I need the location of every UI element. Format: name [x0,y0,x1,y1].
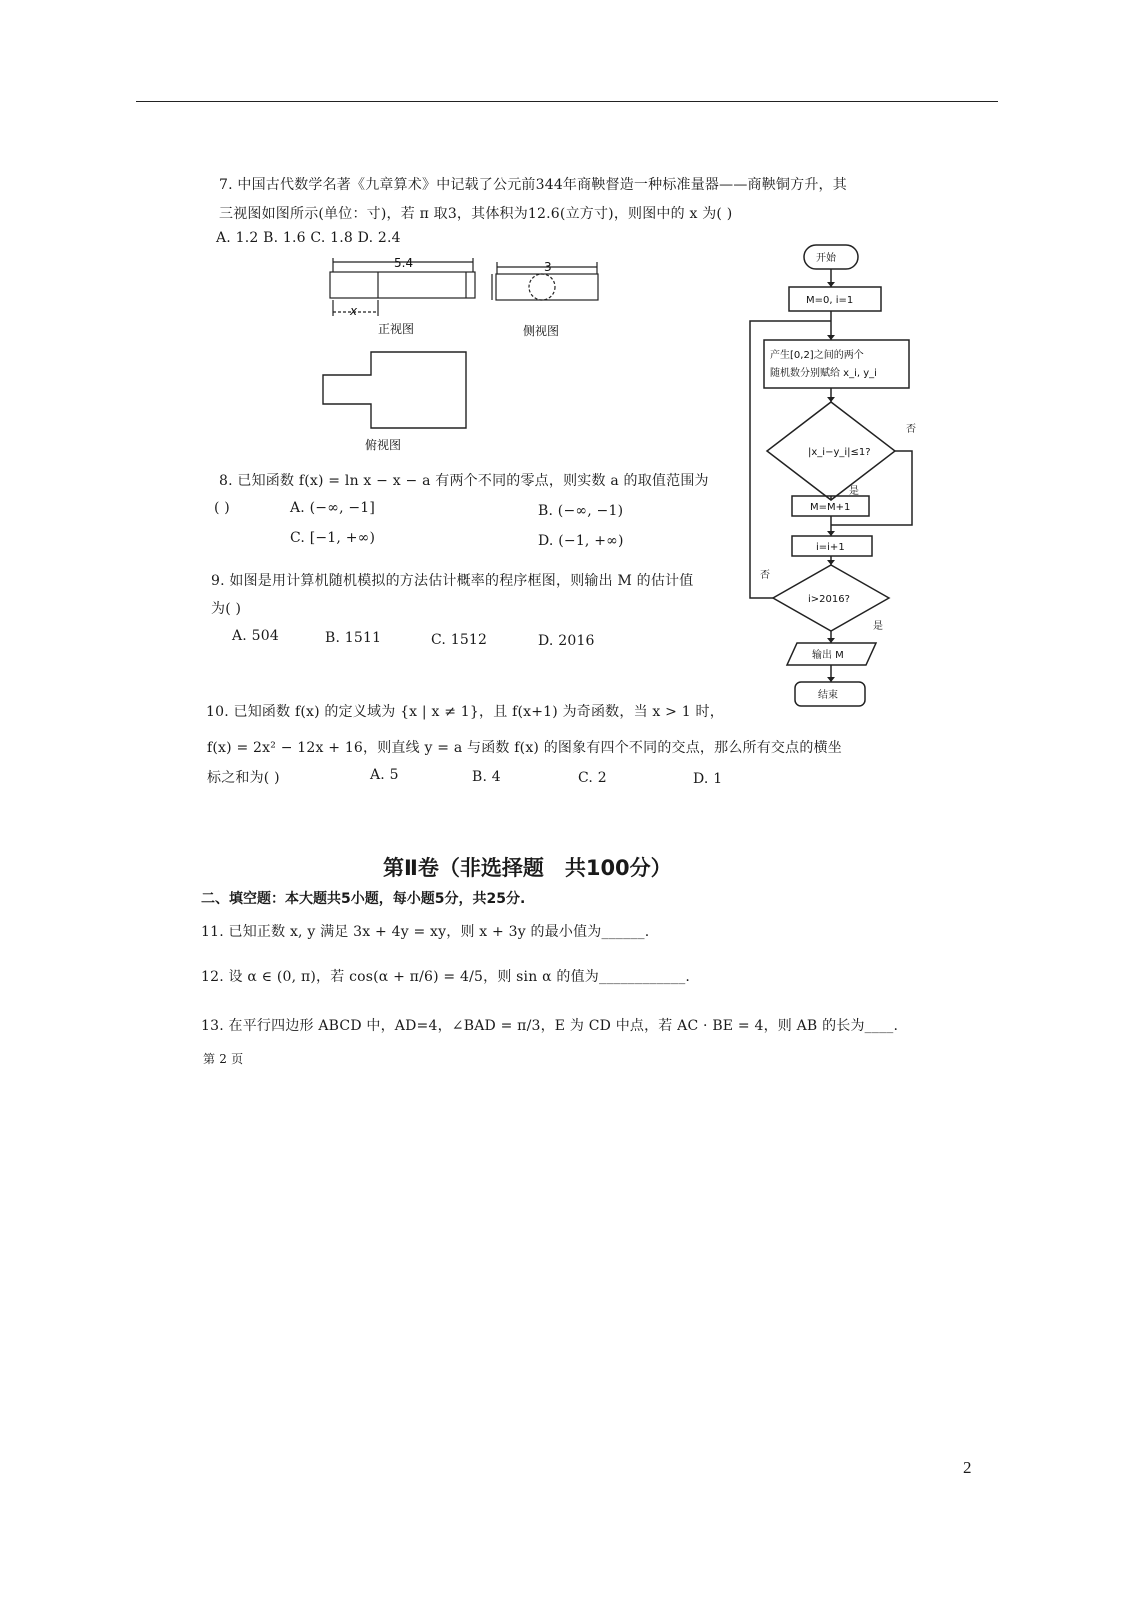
fc-start-label: 开始 [816,253,836,264]
q12: 12. 设 α ∈ (0, π)，若 cos(α + π/6) = 4/5，则 sin α 的值为____________. [201,969,691,985]
fc-cond2-yes-label: 是 [873,621,883,632]
fc-update-i-label: i=i+1 [816,542,845,553]
q10-option-b: B. 4 [472,769,501,785]
fc-cond1-no-label: 否 [906,424,916,435]
q8-paren: ( ) [214,500,230,516]
q9-line2: 为( ) [211,601,242,617]
q9-line1: 9. 如图是用计算机随机模拟的方法估计概率的程序框图，则输出 M 的估计值 [211,573,694,589]
q8-option-b: B. (−∞, −1) [538,503,624,519]
footer-page-label: 第 2 页 [203,1052,244,1066]
q10-option-d: D. 1 [693,771,723,787]
q7-line2: 三视图如图所示(单位：寸)，若 π 取3，其体积为12.6(立方寸)，则图中的 x 为( ) [219,206,733,222]
q7-options: A. 1.2 B. 1.6 C. 1.8 D. 2.4 [216,230,401,246]
fc-cond2-label: i>2016? [808,594,850,605]
q9-option-b: B. 1511 [325,630,382,646]
q9-option-a: A. 504 [232,628,279,644]
q9-option-d: D. 2016 [538,633,595,649]
fc-init-label: M=0, i=1 [806,295,854,306]
q11: 11. 已知正数 x, y 满足 3x + 4y = xy，则 x + 3y 的最小值为______. [201,924,650,940]
fc-update-m-label: M=M+1 [810,502,851,513]
q10-option-a: A. 5 [370,767,399,783]
q10-line1: 10. 已知函数 f(x) 的定义域为 {x | x ≠ 1}，且 f(x+1) 为奇函数，当 x > 1 时， [206,704,724,720]
fc-end-label: 结束 [818,690,838,701]
q10-line2: f(x) = 2x² − 12x + 16，则直线 y = a 与函数 f(x) 的图象有四个不同的交点，那么所有交点的横坐 [207,740,842,756]
q13: 13. 在平行四边形 ABCD 中，AD=4，∠BAD = π/3，E 为 CD 中点，若 AC · BE = 4，则 AB 的长为____. [201,1018,899,1034]
q8-option-d: D. (−1, +∞) [538,533,624,549]
q10-option-c: C. 2 [578,770,607,786]
front-view-label: 正视图 [378,322,415,336]
fc-cond1-label: |x_i−y_i|≤1? [808,447,871,458]
part2-heading: 二、填空题：本大题共5小题，每小题5分，共25分. [201,891,526,907]
fc-output-label: 输出 M [812,650,844,661]
page-number: 2 [963,1458,972,1477]
fc-cond2-no-label: 否 [760,570,770,581]
front-dim-label: 5.4 [394,256,414,270]
q8-option-c: C. [−1, +∞) [290,530,376,546]
q9-option-c: C. 1512 [431,632,488,648]
q10-line3: 标之和为( ) [207,770,280,786]
front-x-label: x [350,304,358,318]
fc-generate-label-1: 产生[0,2]之间的两个 [770,350,864,361]
part2-title: 第Ⅱ卷（非选择题 共100分） [383,856,672,880]
fc-cond1-yes-label: 是 [849,486,859,497]
side-view-label: 侧视图 [523,324,560,338]
fc-generate-label-2: 随机数分别赋给 x_i, y_i [770,368,877,379]
side-dim-label: 3 [544,260,552,274]
q7-line1: 7. 中国古代数学名著《九章算术》中记载了公元前344年商鞅督造一种标准量器——商鞅铜方升，其 [219,177,847,193]
top-view-label: 俯视图 [365,438,402,452]
q8-line1: 8. 已知函数 f(x) = ln x − x − a 有两个不同的零点，则实数 a 的取值范围为 [219,473,709,489]
q8-option-a: A. (−∞, −1] [290,500,376,516]
fc-generate-box [764,340,909,388]
